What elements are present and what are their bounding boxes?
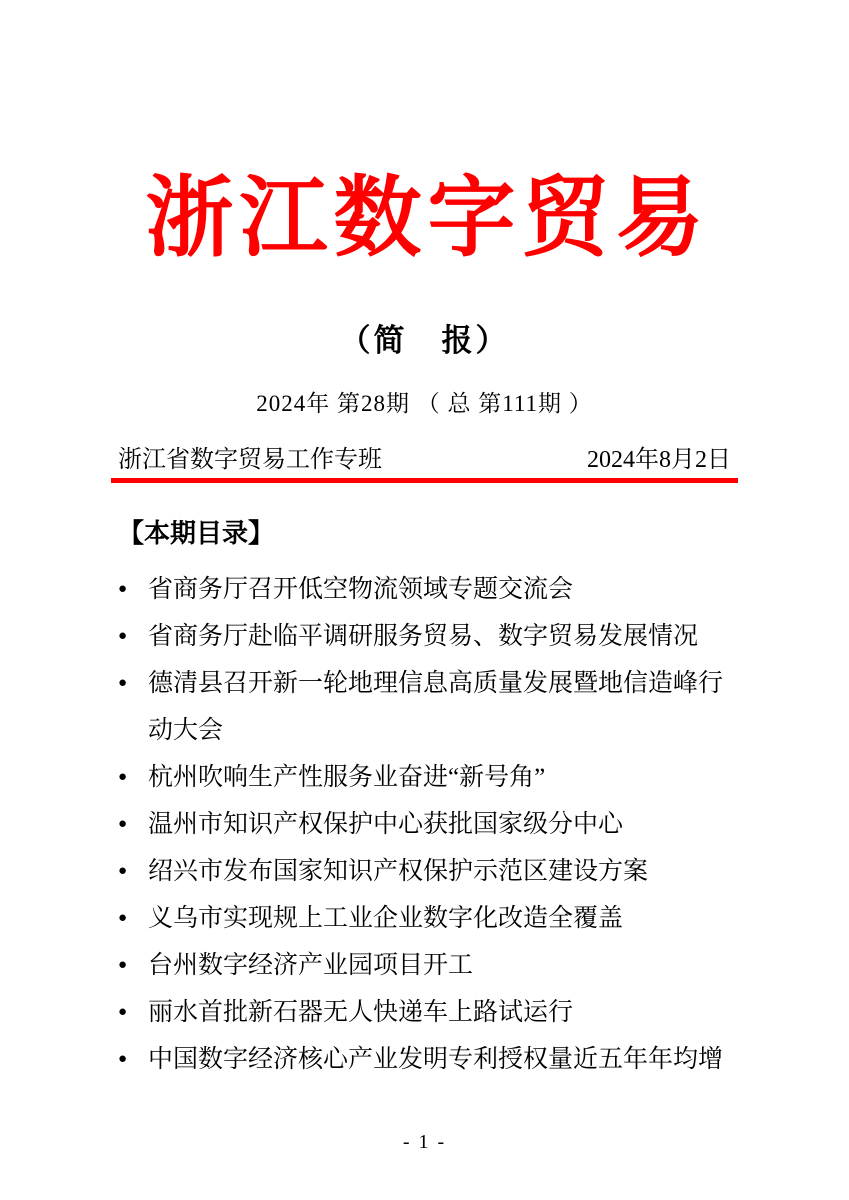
issue-info: 2024年 第28期 （ 总 第111期 ） [256, 391, 593, 416]
toc-item-text: 省商务厅召开低空物流领域专题交流会 [148, 576, 574, 603]
toc-item [118, 613, 731, 660]
toc-item-text: 义乌市实现规上工业企业数字化改造全覆盖 [148, 905, 624, 932]
issuing-organization: 浙江省数字贸易工作专班 [118, 447, 382, 473]
bullet-icon: ● [118, 1051, 128, 1067]
toc-item-text: 德清县召开新一轮地理信息高质量发展暨地信造峰行动大会 [148, 670, 724, 744]
toc-item-text: 绍兴市发布国家知识产权保护示范区建设方案 [148, 858, 649, 885]
toc-item-text: 省商务厅赴临平调研服务贸易、数字贸易发展情况 [148, 623, 699, 650]
toc-item [118, 848, 731, 895]
toc-item [118, 895, 731, 942]
toc-item [118, 660, 731, 754]
bullet-icon: ● [118, 910, 128, 926]
toc-item [118, 566, 731, 613]
bullet-icon: ● [118, 957, 128, 973]
toc-item-text: 杭州吹响生产性服务业奋进“新号角” [148, 764, 546, 791]
page-title: 浙江数字贸易 [145, 171, 710, 268]
bullet-icon: ● [118, 628, 128, 644]
toc-item [118, 942, 731, 989]
page-subtitle: （简 报） [339, 323, 510, 358]
bullet-icon: ● [118, 1004, 128, 1020]
bullet-icon: ● [118, 816, 128, 832]
masthead-row [118, 445, 731, 475]
toc-item-text: 温州市知识产权保护中心获批国家级分中心 [148, 811, 624, 838]
bullet-icon: ● [118, 581, 128, 597]
bullet-icon: ● [118, 769, 128, 785]
page-number: - 1 - [402, 1131, 447, 1153]
toc-item [118, 754, 731, 801]
toc-item [118, 989, 731, 1036]
toc-list [118, 566, 731, 1083]
masthead-divider [111, 478, 738, 483]
toc-item-text: 台州数字经济产业园项目开工 [148, 952, 474, 979]
toc-item [118, 1036, 731, 1083]
issue-date: 2024年8月2日 [587, 447, 731, 473]
page-footer [0, 1130, 849, 1154]
toc-item [118, 801, 731, 848]
toc-item-text: 丽水首批新石器无人快递车上路试运行 [148, 999, 574, 1026]
toc-heading: 【本期目录】 [118, 518, 275, 548]
bullet-icon: ● [118, 863, 128, 879]
toc-item-text: 中国数字经济核心产业发明专利授权量近五年年均增 [148, 1046, 724, 1073]
bullet-icon: ● [118, 675, 128, 691]
